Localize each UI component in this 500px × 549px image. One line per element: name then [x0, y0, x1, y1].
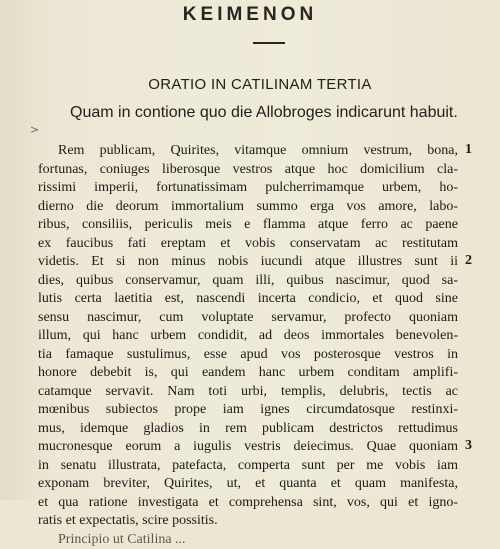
text-line: ribus, consiliis, periculis meis e flamma atque ferro ac paene	[38, 216, 458, 235]
text-line: tia famaque sustulimus, esse apud vos posterosque vestros in	[38, 346, 458, 365]
section-number: 1	[465, 142, 472, 158]
text-line: exponam breviter, Quirites, ut, et quanta et quam manifesta,	[38, 475, 458, 494]
text-line: Principio ut Catilina ...	[38, 531, 458, 549]
oration-title: ORATIO IN CATILINAM TERTIA	[0, 76, 500, 93]
text-line: mus, idemque gladios in rem publicam destrictos rettudimus	[38, 420, 458, 439]
text-line: ex faucibus fati ereptam et vobis conservatam ac restitutam	[38, 235, 458, 254]
text-line: illum, qui hanc urbem condidit, ad deos immortales benevolen-	[38, 327, 458, 346]
text-line: dies, quibus conservamur, quam illi, quibus nascimur, quod sa-	[38, 272, 458, 291]
text-line: videtis. Et si non minus nobis iucundi atque illustres sunt ii	[38, 253, 458, 272]
text-line: honore debebit is, qui eandem hanc urbem conditam amplifi-	[38, 364, 458, 383]
section-number: 3	[465, 438, 472, 454]
text-line: mucronesque eorum a iugulis vestris deiecimus. Quae quoniam	[38, 438, 458, 457]
text-line: sensu nascimur, cum voluptate servamur, profecto quoniam	[38, 309, 458, 328]
pencil-mark: >	[30, 123, 39, 136]
oration-text	[38, 142, 458, 549]
text-line: dierno die deorum immortalium summo erga vos amore, labo-	[38, 198, 458, 217]
oration-subtitle: Quam in contione quo die Allobroges indicarunt habuit.	[70, 104, 470, 122]
text-line: ratis et expectatis, scire possitis.	[38, 512, 458, 531]
text-line: rissimi imperii, fortunatissimam pulcherrimamque urbem, ho-	[38, 179, 458, 198]
text-line: in senatu illustrata, patefacta, comperta sunt per me vobis iam	[38, 457, 458, 476]
page-header: KEIMENON	[0, 4, 500, 26]
text-line: lutis certa laetitia est, nascendi incerta condicio, et quod sine	[38, 290, 458, 309]
text-line: Rem publicam, Quirites, vitamque omnium vestrum, bona,	[38, 142, 458, 161]
text-line: et qua ratione investigata et comprehensa sint, vos, qui et igno-	[38, 494, 458, 513]
header-rule	[253, 42, 285, 44]
text-line: fortunas, coniuges liberosque vestros atque hoc domicilium cla-	[38, 161, 458, 180]
section-number: 2	[465, 253, 472, 269]
text-line: mœnibus subiectos prope iam ignes circumdatosque restinxi-	[38, 401, 458, 420]
text-line: catamque servavit. Nam toti urbi, templis, delubris, tectis ac	[38, 383, 458, 402]
